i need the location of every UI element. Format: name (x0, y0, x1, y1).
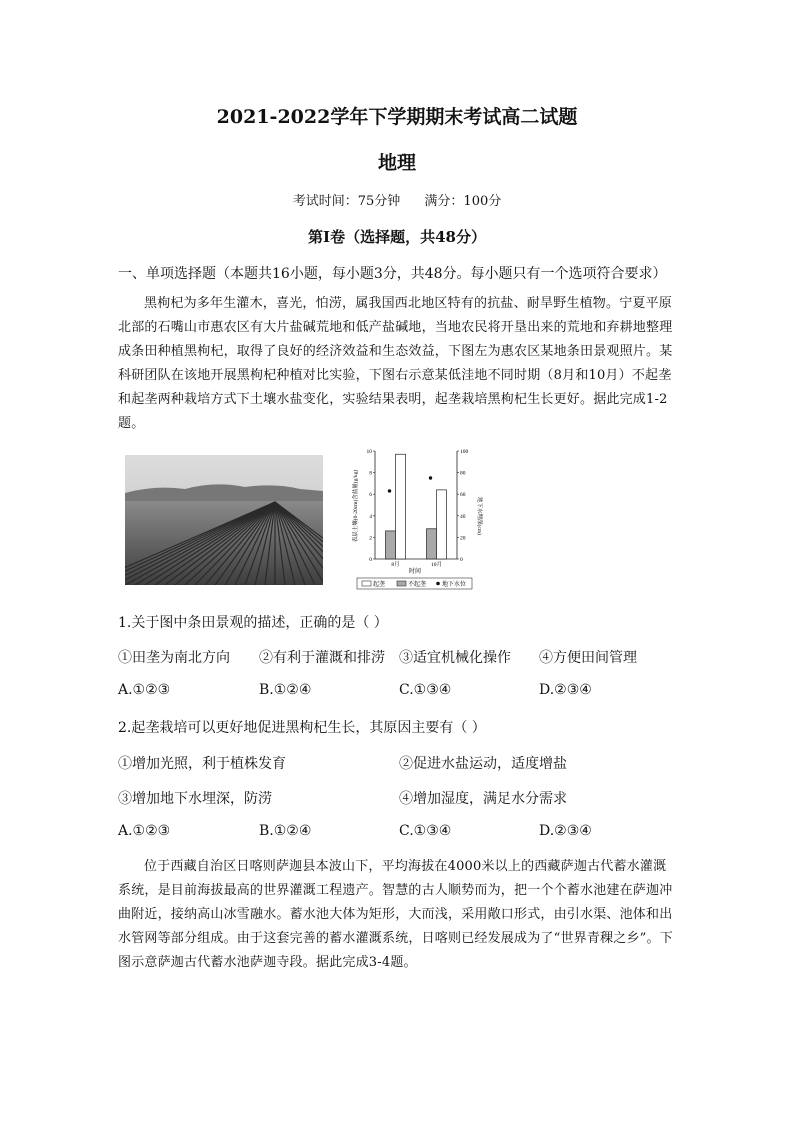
passage-2: 位于西藏自治区日喀则萨迦县本波山下，平均海拔在4000米以上的西藏萨迦古代蓄水灌溉系统，是目前海拔最高的世界灌溉工程遗产。智慧的古人顺势而为，把一个个蓄水池建在萨迦冲曲附近，接纳高山冰雪融水。蓄水池大体为矩形，大而浅，采用敞口形式，由引水渠、池体和出水管网等部分组成。由于这套完善的蓄水灌溉系统，日喀则已经发展成为了“世界青稞之乡”。下图示意萨迦古代蓄水池萨迦寺段。据此完成3-4题。 (118, 859, 673, 970)
legend-swatch-flat (397, 581, 406, 586)
y-tick-label: 6 (369, 492, 372, 499)
passage-1: 黑枸杞为多年生灌木，喜光，怕涝，属我国西北地区特有的抗盐、耐旱野生植物。宁夏平原北部的石嘴山市惠农区有大片盐碱荒地和低产盐碱地，当地农民将开垦出来的荒地和弃耕地整理成条田种植黑枸杞，取得了良好的经济效益和生态效益，下图左为惠农区某地条田景观照片。某科研团队在该地开展黑枸杞种植对比实验，下图右示意某低洼地不同时期（8月和10月）不起垄和起垄两种栽培方式下土壤水盐变化，实验结果表明，起垄栽培黑枸杞生长更好。据此完成1-2题。 (118, 296, 673, 431)
legend-water: 地下水位 (442, 582, 467, 588)
exam-meta (0, 190, 794, 209)
legend-raised: 起垄 (373, 582, 386, 588)
exam-score: 满分：100分 (424, 194, 502, 209)
y2-tick-label: 60 (460, 492, 466, 499)
water-level-point (429, 476, 432, 479)
q2-choice-b[interactable]: B.①②④ (259, 823, 312, 839)
q2-choice-a[interactable]: A.①②③ (118, 823, 171, 839)
x-axis-label: 时间 (408, 569, 422, 575)
q1-item-2: ②有利于灌溉和排涝 (259, 650, 385, 666)
subject-title: 地理 (377, 152, 416, 174)
q1-item-4: ④方便田间管理 (539, 650, 637, 666)
q2-item-3: ③增加地下水埋深，防涝 (118, 791, 272, 807)
q2-choice-d[interactable]: D.②③④ (539, 823, 592, 839)
x-tick-label: 8月 (391, 562, 400, 568)
q1-choice-c[interactable]: C.①③④ (399, 682, 452, 698)
y-tick-label: 2 (369, 535, 372, 542)
y-tick-label: 10 (366, 449, 372, 455)
legend-flat: 不起垄 (408, 582, 427, 588)
y-tick-label: 0 (369, 557, 372, 563)
section-heading: 第Ⅰ卷（选择题，共48分） (308, 228, 486, 246)
y-tick-label: 4 (369, 513, 372, 520)
x-tick-label: 10月 (430, 562, 443, 568)
q1-choice-b[interactable]: B.①②④ (259, 682, 312, 698)
legend-swatch-raised (362, 581, 371, 586)
bar-flat (386, 531, 396, 559)
q2-item-4: ④增加湿度，满足水分需求 (399, 791, 567, 807)
legend-swatch-water (436, 582, 440, 586)
question-2-stem: 2.起垄栽培可以更好地促进黑枸杞生长，其原因主要有（ ） (118, 720, 486, 736)
y-tick-label: 8 (369, 470, 372, 477)
exam-time: 考试时间：75分钟 (292, 194, 401, 209)
y2-tick-label: 40 (460, 513, 466, 520)
q2-item-1: ①增加光照，利于植株发育 (118, 756, 286, 772)
bar-raised (396, 454, 406, 559)
exam-title: 2021-2022学年下学期期末考试高二试题 (216, 106, 578, 128)
q2-item-2: ②促进水盐运动，适度增盐 (399, 756, 567, 772)
q1-item-3: ③适宜机械化操作 (399, 650, 511, 666)
y2-tick-label: 100 (460, 449, 469, 455)
instruction: 一、单项选择题（本题共16小题，每小题3分，共48分。每小题只有一个选项符合要求） (118, 266, 667, 282)
field-photo (125, 455, 323, 585)
q1-choice-a[interactable]: A.①②③ (118, 682, 171, 698)
question-1-stem: 1.关于图中条田景观的描述，正确的是（ ） (118, 615, 388, 631)
y2-tick-label: 20 (460, 535, 466, 542)
q1-item-1: ①田垄为南北方向 (118, 650, 230, 666)
y-axis-label: 表层土壤(0-20cm)含盐量(g/kg) (353, 469, 359, 543)
salt-water-chart (345, 441, 485, 591)
bar-flat (427, 529, 437, 559)
y2-axis-label: 地下水埋深(cm) (476, 497, 482, 535)
chart-legend (357, 578, 472, 589)
q1-choice-d[interactable]: D.②③④ (539, 682, 592, 698)
q2-choice-c[interactable]: C.①③④ (399, 823, 452, 839)
bar-raised (437, 490, 447, 559)
y2-tick-label: 0 (460, 557, 463, 563)
y2-tick-label: 80 (460, 470, 466, 477)
water-level-point (388, 489, 391, 492)
